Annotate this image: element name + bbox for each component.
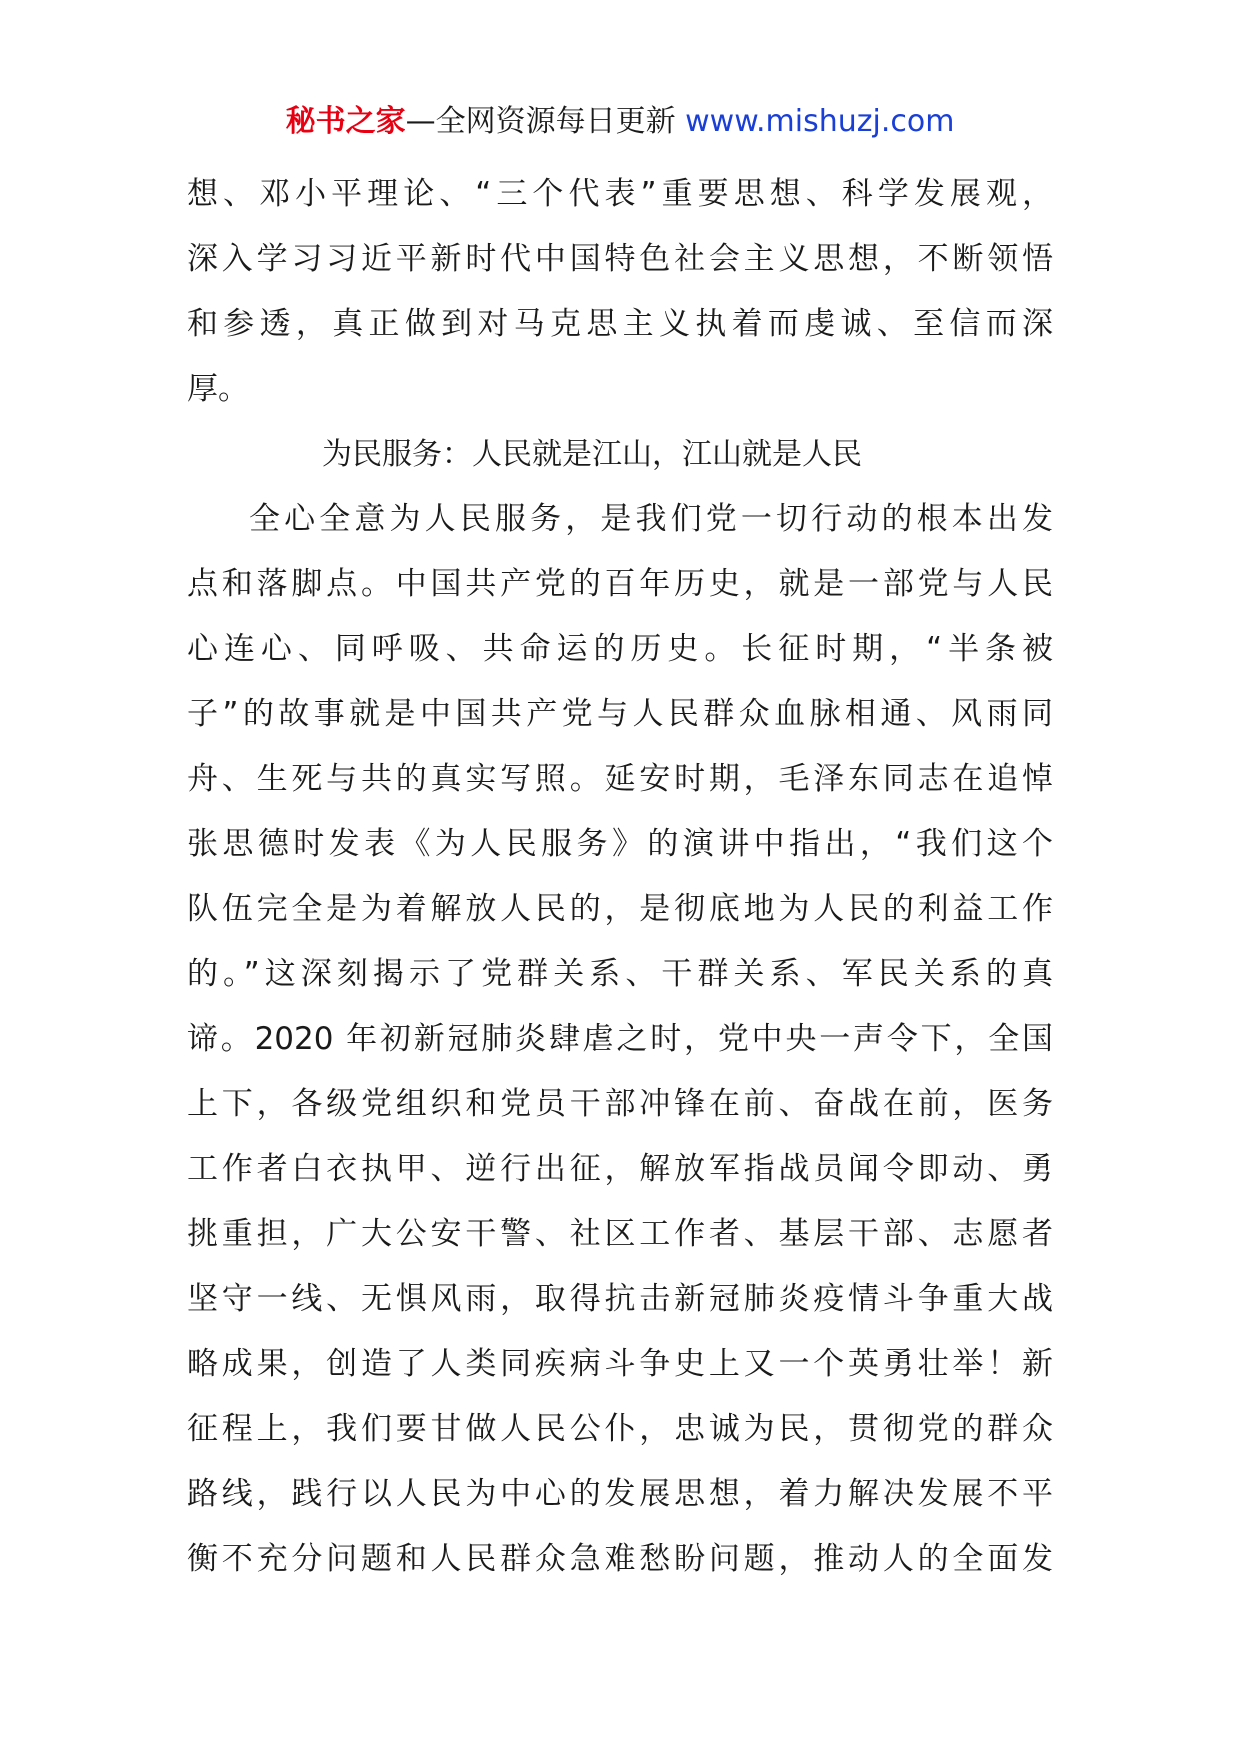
text-line: 张思德时发表《为人民服务》的演讲中指出，“我们这个 [187, 826, 1053, 862]
text-line: 工作者白衣执甲、逆行出征，解放军指战员闻令即动、勇 [187, 1151, 1053, 1187]
text-line: 心连心、同呼吸、共命运的历史。长征时期，“半条被 [187, 631, 1053, 667]
text-line: 谛。2020 年初新冠肺炎肆虐之时，党中央一声令下，全国 [187, 1021, 1053, 1057]
text-line: 略成果，创造了人类同疾病斗争史上又一个英勇壮举！新 [187, 1346, 1053, 1382]
text-line: 点和落脚点。中国共产党的百年历史，就是一部党与人民 [187, 566, 1053, 602]
text-line: 的。”这深刻揭示了党群关系、干群关系、军民关系的真 [187, 956, 1053, 992]
text-line: 和参透，真正做到对马克思主义执着而虔诚、至信而深 [187, 306, 1053, 342]
text-line: 子”的故事就是中国共产党与人民群众血脉相通、风雨同 [187, 696, 1053, 732]
text-line: 征程上，我们要甘做人民公仆，忠诚为民，贯彻党的群众 [187, 1411, 1053, 1447]
text-line: 想、邓小平理论、“三个代表”重要思想、科学发展观， [187, 176, 1053, 212]
paragraph-1 [187, 162, 1053, 422]
text-line: 衡不充分问题和人民群众急难愁盼问题，推动人的全面发 [187, 1541, 1053, 1577]
text-line: 坚守一线、无惧风雨，取得抗击新冠肺炎疫情斗争重大战 [187, 1281, 1053, 1317]
paragraph-2 [187, 487, 1053, 1592]
header-slogan: —全网资源每日更新 [405, 104, 676, 139]
text-line: 全心全意为人民服务，是我们党一切行动的根本出发 [249, 501, 1053, 537]
text-line: 路线，践行以人民为中心的发展思想，着力解决发展不平 [187, 1476, 1053, 1512]
text-line: 厚。 [187, 371, 249, 407]
site-url-link[interactable]: www.mishuzj.com [685, 104, 955, 139]
text-line: 深入学习习近平新时代中国特色社会主义思想，不断领悟 [187, 241, 1053, 277]
section-heading: 为民服务：人民就是江山，江山就是人民 [322, 437, 862, 472]
text-line: 舟、生死与共的真实写照。延安时期，毛泽东同志在追悼 [187, 761, 1053, 797]
text-line: 挑重担，广大公安干警、社区工作者、基层干部、志愿者 [187, 1216, 1053, 1252]
document-body [187, 162, 1053, 1592]
brand-name: 秘书之家 [285, 104, 406, 139]
page-header [0, 100, 1240, 144]
text-line: 队伍完全是为着解放人民的，是彻底地为人民的利益工作 [187, 891, 1053, 927]
text-line: 上下，各级党组织和党员干部冲锋在前、奋战在前，医务 [187, 1086, 1053, 1122]
